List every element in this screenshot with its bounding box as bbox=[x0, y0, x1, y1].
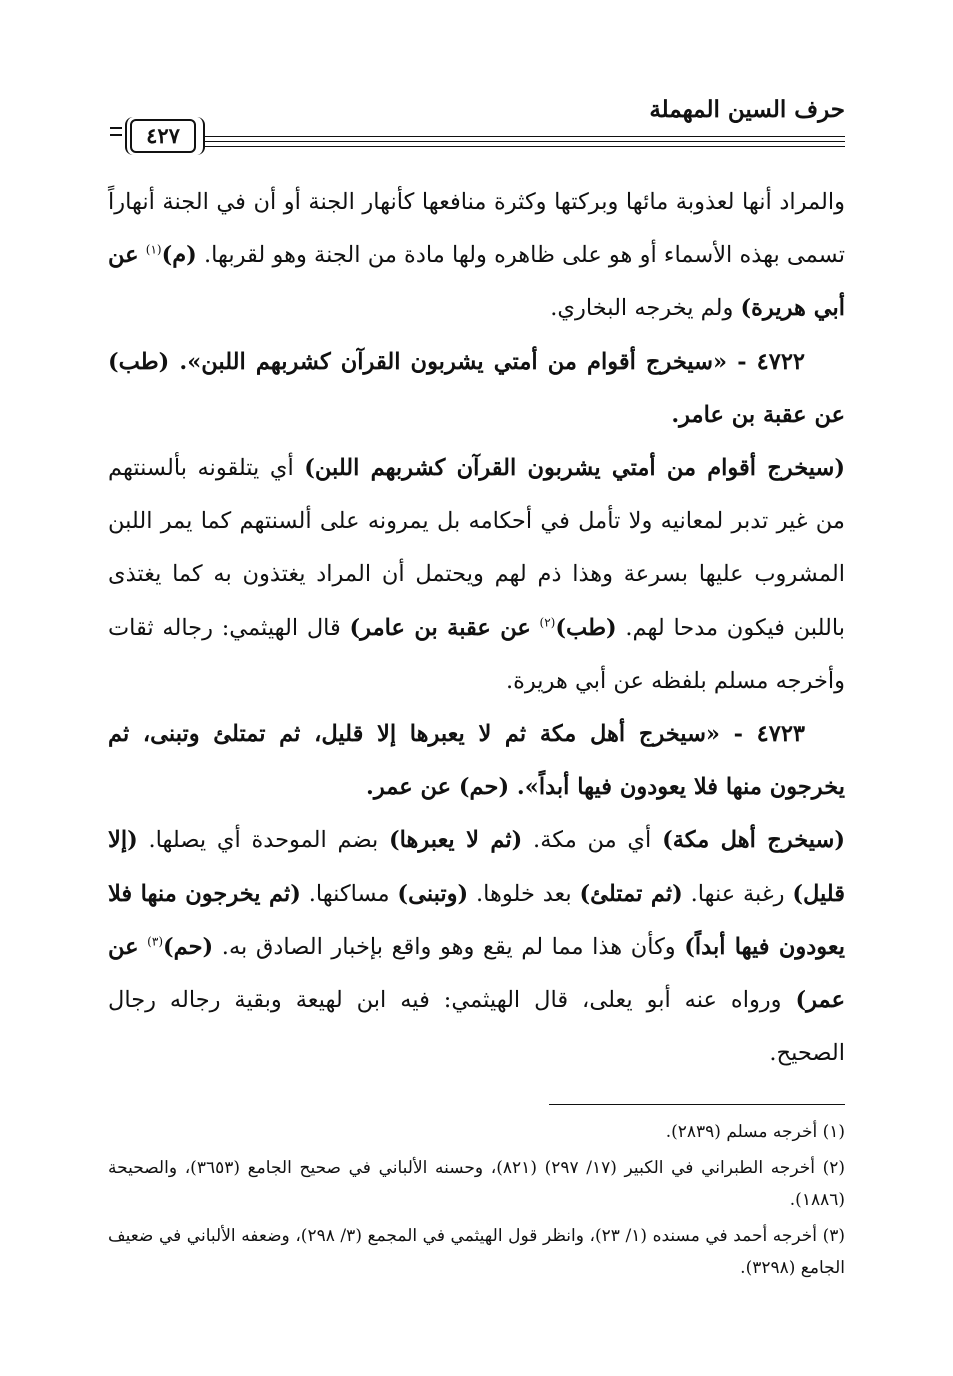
quoted-phrase: (إلا قليل) bbox=[108, 827, 845, 907]
source-code: (حم) bbox=[163, 933, 214, 960]
main-text bbox=[108, 176, 845, 1080]
text-segment: ورواه عنه أبو يعلى، قال الهيثمي: فيه ابن لهيعة وبقية رجاله رجال الصحيح. bbox=[108, 987, 845, 1067]
header-ornament bbox=[110, 134, 122, 136]
running-title: حرف السين المهملة bbox=[649, 96, 845, 123]
quoted-hadith: (سيخرج أقوام من أمتي يشربون القرآن كشربهم اللبن) bbox=[304, 455, 846, 482]
commentary-paragraph bbox=[108, 814, 845, 1080]
quoted-phrase: (وتبنى) bbox=[397, 880, 469, 907]
footnote: (٣) أخرجه أحمد في مسنده (١/ ٢٣)، وانظر قول الهيثمي في المجمع (٣/ ٢٩٨)، وضعفه الألباني في ضعيف الجامع (٣٢٩٨). bbox=[108, 1226, 846, 1278]
header-rule bbox=[205, 141, 845, 142]
text-segment: بضم الموحدة أي يصلها. bbox=[148, 827, 379, 854]
footnote-marker: (٣) bbox=[147, 934, 163, 949]
narrator: عن عقبة بن عامر) bbox=[349, 614, 531, 641]
footnote-marker: (٢) bbox=[539, 615, 556, 630]
source-code: (م) bbox=[161, 242, 197, 269]
header-rule bbox=[205, 146, 845, 147]
quoted-phrase: (ثم يخرجون منها فلا يعودون فيها أبداً) bbox=[108, 880, 845, 960]
hadith-number: ٤٧٢٣ - bbox=[733, 721, 805, 748]
footnote-marker: (١) bbox=[145, 242, 162, 257]
hadith-number: ٤٧٢٢ - bbox=[737, 348, 805, 375]
source-code: (طب) bbox=[555, 614, 617, 641]
commentary-paragraph bbox=[108, 442, 845, 708]
hadith-text: «سيخرج أقوام من أمتي يشربون القرآن كشربهم اللبن». (طب) عن عقبة بن عامر. bbox=[108, 348, 845, 428]
quoted-phrase: (سيخرج أهل مكة) bbox=[662, 827, 846, 854]
quoted-phrase: (ثم تمتلئ) bbox=[579, 880, 683, 907]
footnotes bbox=[108, 1116, 845, 1288]
header-rule bbox=[205, 136, 845, 137]
narrator: عن أبي هريرة) bbox=[108, 242, 845, 322]
commentary-paragraph bbox=[108, 176, 845, 336]
footnote-separator bbox=[549, 1104, 845, 1105]
text-segment: مساكنها. bbox=[308, 880, 390, 907]
text-segment: وكأن هذا مما لم يقع وهو واقع بإخبار الصادق به. bbox=[221, 933, 676, 960]
text-segment: ولم يخرجه البخاري. bbox=[550, 295, 734, 322]
text-segment: بعد خلوها. bbox=[476, 880, 572, 907]
hadith-4722 bbox=[108, 336, 845, 442]
text-segment: والمراد أنها لعذوبة مائها وبركتها وكثرة منافعها كأنهار الجنة أو أن في الجنة أنهاراً تسمى بهذه الأسماء أو هو على ظاهره ولها مادة من الجنة وهو لقربها. bbox=[108, 189, 845, 269]
footnote: (٢) أخرجه الطبراني في الكبير (١٧/ ٢٩٧) (٨٢١)، وحسنه الألباني في صحيح الجامع (٣٦٥٣)، والصحيحة (١٨٨٦). bbox=[108, 1158, 845, 1210]
text-segment: رغبة عنها. bbox=[690, 880, 785, 907]
hadith-4723 bbox=[108, 708, 845, 814]
text-segment: أي يتلقونه بألسنتهم من غير تدبر لمعانيه ولا تأمل في أحكامه بل يمرونه على ألسنتهم كما يمر اللبن المشروب عليها بسرعة وهذا ذم لهم ويحتمل أن المراد يغتذون به كما يغتذى باللبن فيكون مدحا لهم. bbox=[108, 455, 845, 641]
quoted-phrase: (ثم لا يعبرها) bbox=[389, 827, 523, 854]
hadith-text: «سيخرج أهل مكة ثم لا يعبرها إلا قليل، ثم تمتلئ وتبنى، ثم يخرجون منها فلا يعودون فيها أبداً». (حم) عن عمر. bbox=[108, 721, 845, 801]
header-ornament bbox=[110, 127, 122, 129]
narrator: عن عمر) bbox=[108, 933, 845, 1014]
page-number: ٤٢٧ bbox=[130, 119, 196, 153]
footnote: (١) أخرجه مسلم (٢٨٣٩). bbox=[665, 1122, 845, 1142]
text-segment: قال الهيثمي: رجاله ثقات وأخرجه مسلم بلفظه عن أبي هريرة. bbox=[108, 614, 845, 694]
text-segment: أي من مكة. bbox=[533, 827, 652, 854]
